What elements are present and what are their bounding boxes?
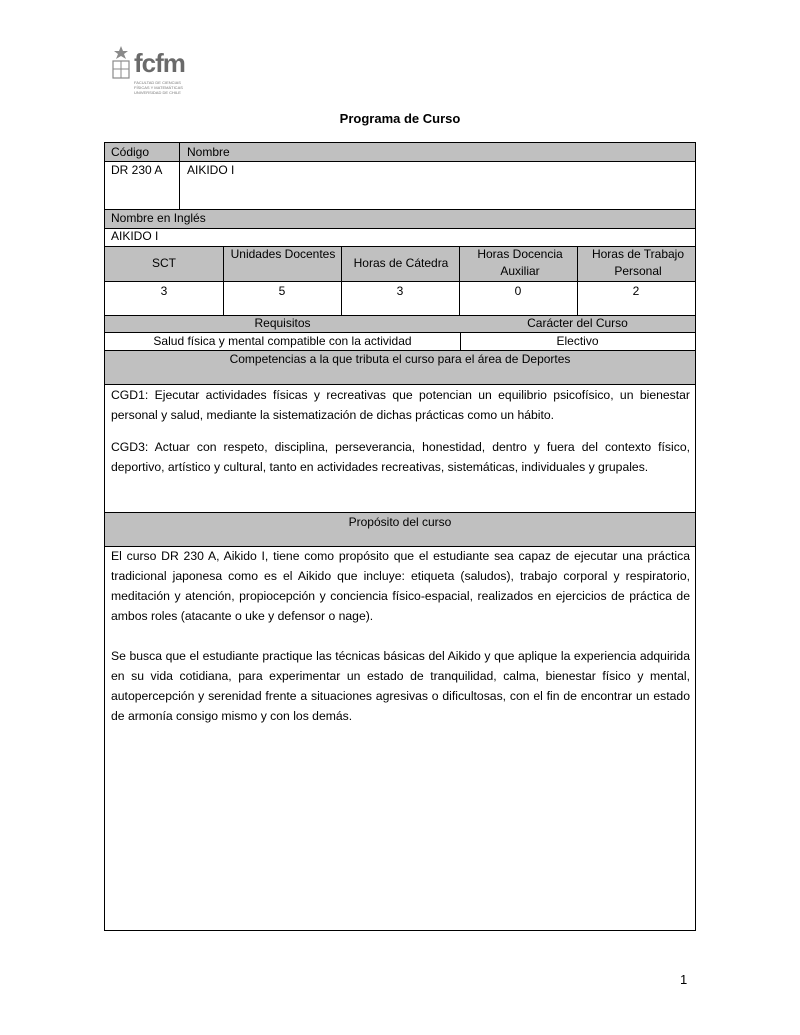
codigo-label: Código	[111, 145, 150, 159]
unidades-docentes-value: 5	[278, 284, 286, 298]
competencia-item: CGD1: Ejecutar actividades físicas y recreativas que potencian un equilibrio psicofísico, un bienestar personal y salud, mediante la sistematización de dichas prácticas como un hábito.	[111, 388, 690, 422]
proposito-title: Propósito del curso	[348, 515, 452, 529]
nombre-label: Nombre	[187, 145, 230, 159]
caracter-label: Carácter del Curso	[527, 316, 628, 330]
logo-wordmark: fcfm	[134, 48, 185, 78]
page-number: 1	[680, 972, 688, 987]
course-program-table	[104, 142, 696, 931]
course-name: AIKIDO I	[187, 163, 235, 177]
horas-auxiliar-value: 0	[514, 284, 522, 298]
logo-subtitle-line: FÍSICAS Y MATEMÁTICAS	[134, 85, 183, 90]
logo-subtitle	[134, 80, 204, 95]
horas-personal-value: 2	[632, 284, 640, 298]
proposito-paragraph: El curso DR 230 A, Aikido I, tiene como propósito que el estudiante sea capaz de ejecutar una práctica tradicional japonesa como es el Aikido que incluye: etiqueta (saludos), trabajo corporal y respiratorio, meditación y atención, propiocepción y conciencia físico-espacial, realizados en ejercicios de práctica de ambos roles (atacante o uke y defensor o nage).	[111, 549, 690, 623]
document-title: Programa de Curso	[339, 111, 461, 126]
english-name: AIKIDO I	[111, 229, 159, 243]
horas-personal-header: Horas de Trabajo Personal	[591, 247, 685, 278]
course-code: DR 230 A	[111, 163, 163, 177]
university-seal-icon	[110, 46, 132, 80]
faculty-logo	[110, 44, 200, 102]
horas-auxiliar-header: Horas Docencia Auxiliar	[477, 247, 563, 278]
requisitos-label: Requisitos	[254, 316, 311, 330]
unidades-docentes-header: Unidades Docentes	[230, 247, 336, 261]
competencias-title: Competencias a la que tributa el curso para el área de Deportes	[229, 352, 571, 366]
sct-value: 3	[160, 284, 168, 298]
sct-header: SCT	[152, 256, 176, 270]
horas-catedra-header: Horas de Cátedra	[353, 256, 449, 270]
horas-catedra-value: 3	[396, 284, 404, 298]
english-name-label: Nombre en Inglés	[111, 211, 206, 225]
requisitos-value: Salud física y mental compatible con la actividad	[153, 334, 412, 348]
proposito-paragraph: Se busca que el estudiante practique las técnicas básicas del Aikido y que aplique la experiencia adquirida en su vida cotidiana, para experimentar un estado de tranquilidad, calma, bienestar físico y mental, autopercepción y serenidad frente a situaciones agresivas o dificultosas, con el fin de encontrar un estado de armonía consigo mismo y con los demás.	[111, 649, 690, 723]
competencia-item: CGD3: Actuar con respeto, disciplina, perseverancia, honestidad, dentro y fuera del contexto físico, deportivo, artístico y cultural, tanto en actividades recreativas, sistemáticas, individuales y grupales.	[111, 440, 690, 474]
caracter-value: Electivo	[556, 334, 599, 348]
logo-subtitle-line: UNIVERSIDAD DE CHILE	[134, 90, 181, 95]
logo-subtitle-line: FACULTAD DE CIENCIAS	[134, 80, 181, 85]
